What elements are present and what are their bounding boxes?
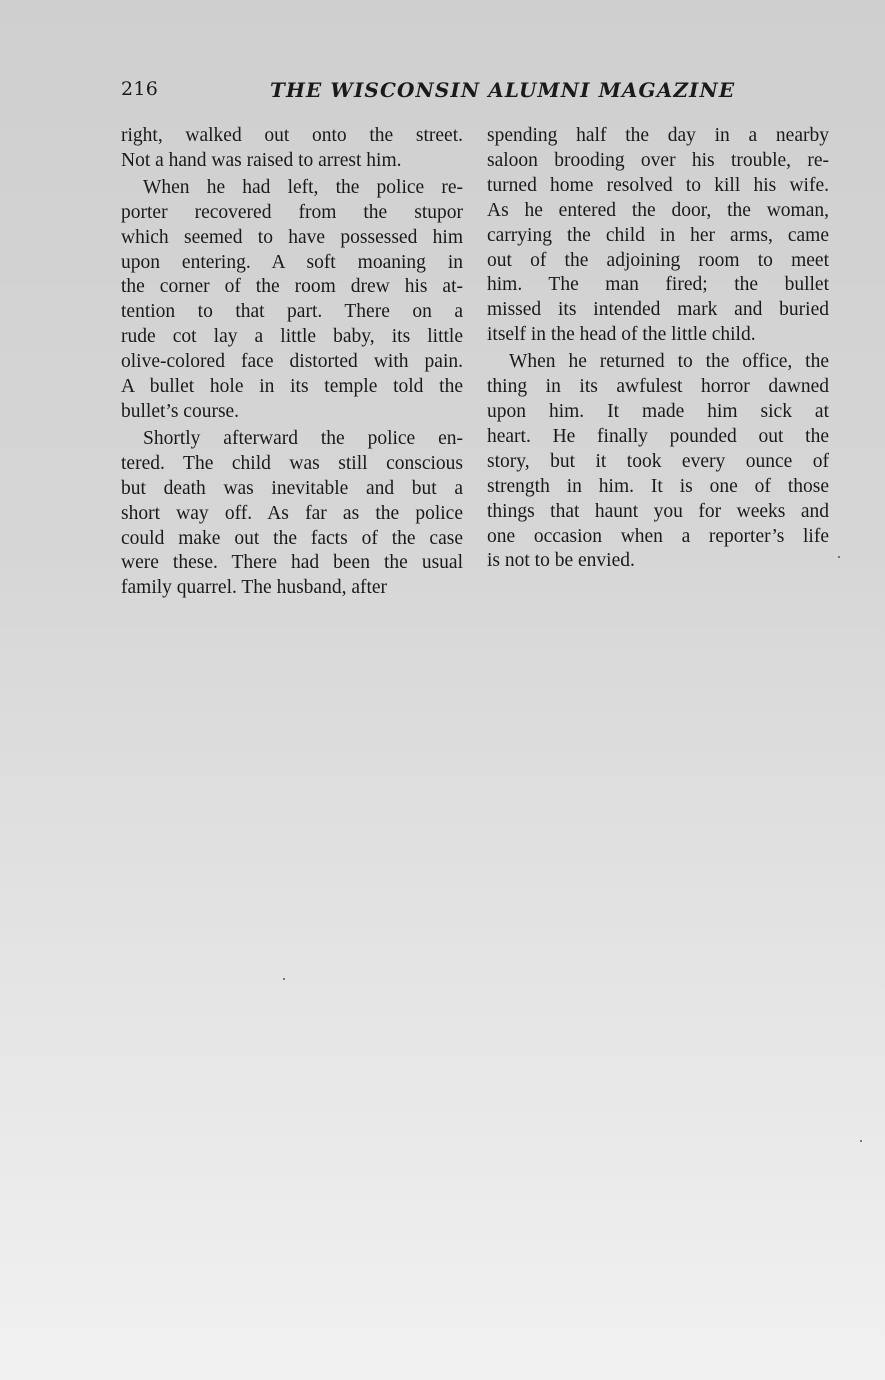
paper-speck bbox=[860, 1140, 862, 1142]
text-line: strength in him. It is one of those bbox=[487, 475, 829, 497]
text-line: carrying the child in her arms, came bbox=[487, 224, 829, 246]
text-line: As he entered the door, the woman, bbox=[487, 199, 829, 221]
text-line: but death was inevitable and but a bbox=[121, 477, 463, 499]
text-line: itself in the head of the little child. bbox=[487, 324, 756, 346]
running-title: THE WISCONSIN ALUMNI MAGAZINE bbox=[270, 78, 736, 102]
text-line: olive-colored face distorted with pain. bbox=[121, 351, 463, 373]
paragraph bbox=[121, 176, 463, 425]
text-line: could make out the facts of the case bbox=[121, 527, 463, 549]
paragraph bbox=[487, 124, 829, 348]
text-line: Not a hand was raised to arrest him. bbox=[121, 149, 402, 171]
text-line: turned home resolved to kill his wife. bbox=[487, 174, 829, 196]
text-line: were these. There had been the usual bbox=[121, 552, 463, 574]
text-line: upon him. It made him sick at bbox=[487, 400, 829, 422]
text-line: tered. The child was still conscious bbox=[121, 452, 463, 474]
text-line: heart. He finally pounded out the bbox=[487, 425, 829, 447]
paragraph bbox=[121, 427, 463, 601]
text-line: him. The man fired; the bullet bbox=[487, 274, 829, 296]
text-line: spending half the day in a nearby bbox=[487, 125, 829, 146]
text-line: short way off. As far as the police bbox=[121, 502, 463, 524]
text-line: story, but it took every ounce of bbox=[487, 450, 829, 472]
text-line: tention to that part. There on a bbox=[121, 301, 463, 323]
text-line: A bullet hole in its temple told the bbox=[121, 376, 463, 398]
text-line: saloon brooding over his trouble, re- bbox=[487, 149, 829, 171]
page-number: 216 bbox=[121, 78, 159, 100]
text-line: bullet’s course. bbox=[121, 400, 240, 422]
text-line: one occasion when a reporter’s life bbox=[487, 525, 829, 547]
right-text-column bbox=[487, 124, 829, 574]
text-line: things that haunt you for weeks and bbox=[487, 500, 829, 522]
text-line: which seemed to have possessed him bbox=[121, 226, 463, 248]
text-line: out of the adjoining room to meet bbox=[487, 249, 829, 271]
text-line: Shortly afterward the police en- bbox=[143, 427, 463, 449]
text-line: rude cot lay a little baby, its little bbox=[121, 326, 463, 348]
text-line: missed its intended mark and buried bbox=[487, 299, 829, 321]
text-line: family quarrel. The husband, after bbox=[121, 577, 388, 599]
text-line: thing in its awfulest horror dawned bbox=[487, 376, 829, 398]
paper-speck bbox=[283, 978, 285, 980]
text-line: When he returned to the office, the bbox=[509, 351, 829, 373]
text-line: upon entering. A soft moaning in bbox=[121, 251, 463, 273]
paper-speck bbox=[838, 556, 840, 558]
text-line: porter recovered from the stupor bbox=[121, 201, 463, 223]
paragraph bbox=[121, 124, 463, 174]
text-line: is not to be envied. bbox=[487, 550, 635, 572]
text-line: the corner of the room drew his at- bbox=[121, 276, 463, 298]
left-text-column bbox=[121, 124, 463, 601]
text-line: When he had left, the police re- bbox=[143, 176, 463, 198]
text-line: right, walked out onto the street. bbox=[121, 125, 463, 146]
paragraph bbox=[487, 350, 829, 574]
